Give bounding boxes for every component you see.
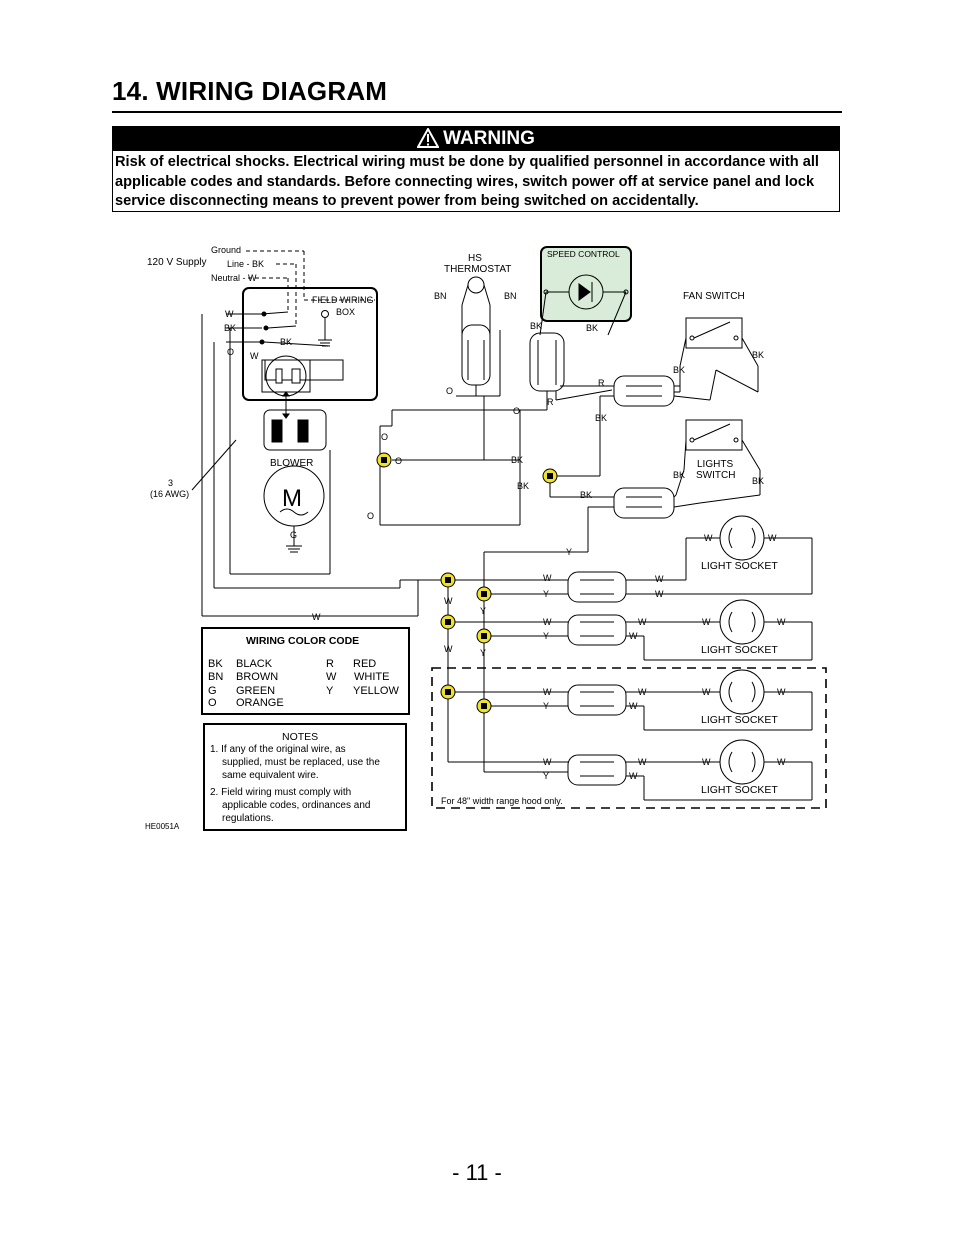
wire-label: O: [367, 511, 375, 521]
notes-box: [210, 731, 380, 824]
wire-label: BK: [586, 323, 599, 333]
neutral-label: Neutral - W: [211, 273, 257, 283]
part-code: HE0051A: [145, 822, 180, 831]
wire-label: Y: [480, 648, 487, 658]
wire-label: O: [446, 386, 454, 396]
page-title: 14. WIRING DIAGRAM: [112, 76, 388, 106]
wire-label: W: [702, 757, 711, 767]
wire-label: W: [543, 617, 552, 627]
color-code-name: WHITE: [354, 671, 390, 683]
color-code-name: BLACK: [236, 658, 273, 670]
wire-label: R: [547, 397, 554, 407]
ground-label: Ground: [211, 245, 242, 255]
cable-label-1: 3: [168, 478, 174, 488]
color-code-abbr: G: [208, 685, 217, 697]
wire-label: BN: [504, 291, 517, 301]
wire-label: W: [444, 596, 453, 606]
wire-label: Y: [543, 631, 550, 641]
wire-label: W: [312, 612, 321, 622]
fan-switch-label: FAN SWITCH: [683, 291, 745, 302]
wire-label: W: [225, 309, 234, 319]
wire-label: W: [777, 617, 786, 627]
wire-label: W: [444, 644, 453, 654]
junction-points: [377, 453, 557, 713]
wire-label: R: [598, 378, 605, 388]
color-code-abbr: BK: [208, 658, 223, 670]
wire-label: W: [543, 757, 552, 767]
wire-label: BK: [673, 365, 686, 375]
wire-label: W: [250, 351, 259, 361]
wire-label: G: [290, 530, 298, 540]
wire-label: W: [702, 687, 711, 697]
warning-text: Risk of electrical shocks. Electrical wiring must be done by qualified personnel in accordance with all applicable codes and standards. Before connecting wires, switch power off at service panel and lock service disconnecting means to prevent power from being switched on accidentally.: [115, 154, 819, 209]
wire-label: W: [768, 533, 777, 543]
wire-label: O: [227, 347, 235, 357]
wire-label: BK: [752, 350, 765, 360]
note-line: applicable codes, ordinances and: [222, 800, 371, 811]
note-line: same equivalent wire.: [222, 770, 319, 781]
note-line: 1. If any of the original wire, as: [210, 744, 346, 755]
color-code-name: GREEN: [236, 685, 276, 697]
wire-label: BK: [673, 470, 686, 480]
hs-label-2: THERMOSTAT: [444, 264, 512, 275]
color-code-abbr: Y: [326, 685, 334, 697]
wire-label: O: [381, 432, 389, 442]
light-socket-label: LIGHT SOCKET: [701, 714, 778, 726]
field-box-label-2: BOX: [336, 307, 356, 317]
color-code-name: RED: [353, 658, 377, 670]
color-code-abbr: R: [326, 658, 334, 670]
color-code-name: YELLOW: [353, 685, 399, 697]
light-socket-label: LIGHT SOCKET: [701, 560, 778, 572]
note-line: regulations.: [222, 813, 274, 824]
lights-switch-label-1: LIGHTS: [697, 459, 734, 470]
wire-label: O: [395, 456, 403, 466]
wire-label: W: [629, 631, 638, 641]
wire-label: W: [543, 687, 552, 697]
wire-label: Y: [480, 606, 487, 616]
wire-label: W: [629, 771, 638, 781]
wire-label: BK: [280, 337, 293, 347]
wire-label: Y: [543, 589, 550, 599]
field-box-label-1: FIELD WIRING: [312, 295, 374, 305]
wire-label: O: [513, 406, 521, 416]
wire-label: BK: [224, 323, 237, 333]
color-code-abbr: O: [208, 697, 217, 709]
wire-label: W: [638, 687, 647, 697]
wire-label: BK: [752, 476, 765, 486]
wire-label: Y: [543, 701, 550, 711]
motor-label: M: [282, 485, 302, 512]
wire-label: W: [543, 573, 552, 583]
color-code-title: WIRING COLOR CODE: [246, 635, 360, 647]
wire-label: Y: [566, 547, 573, 557]
wire-label: BK: [595, 413, 608, 423]
wire-label: BK: [530, 321, 543, 331]
wire-label: W: [655, 589, 664, 599]
speed-control-label: SPEED CONTROL: [547, 249, 620, 259]
wire-label: BN: [434, 291, 447, 301]
wiring-color-code: [208, 635, 399, 709]
wire-label: W: [638, 617, 647, 627]
page-number: - 11 -: [452, 1160, 502, 1185]
color-code-abbr: BN: [208, 671, 224, 683]
light-socket-label: LIGHT SOCKET: [701, 644, 778, 656]
wide-hood-note: For 48" width range hood only.: [441, 796, 563, 806]
wire-label: Y: [543, 771, 550, 781]
wire-label: W: [629, 701, 638, 711]
wire-label: W: [777, 757, 786, 767]
wire-label: BK: [517, 481, 530, 491]
notes-title: NOTES: [282, 731, 319, 743]
lights-switch-label-2: SWITCH: [696, 470, 736, 481]
hs-label-1: HS: [468, 253, 482, 264]
warning-heading: WARNING: [443, 128, 535, 149]
note-line: supplied, must be replaced, use the: [222, 757, 380, 768]
supply-label: 120 V Supply: [147, 257, 207, 268]
color-code-abbr: W: [326, 671, 337, 683]
wire-label: BK: [511, 455, 524, 465]
color-code-name: BROWN: [236, 671, 279, 683]
cable-label-2: (16 AWG): [150, 489, 190, 499]
line-label: Line - BK: [227, 259, 265, 269]
wire-label: BK: [580, 490, 593, 500]
light-socket-label: LIGHT SOCKET: [701, 784, 778, 796]
wire-label: W: [777, 687, 786, 697]
wire-label: W: [704, 533, 713, 543]
color-code-name: ORANGE: [236, 697, 284, 709]
wire-label: W: [702, 617, 711, 627]
wire-label: W: [638, 757, 647, 767]
wire-label: W: [655, 574, 664, 584]
note-line: 2. Field wiring must comply with: [210, 787, 352, 798]
blower-label: BLOWER: [270, 458, 314, 469]
